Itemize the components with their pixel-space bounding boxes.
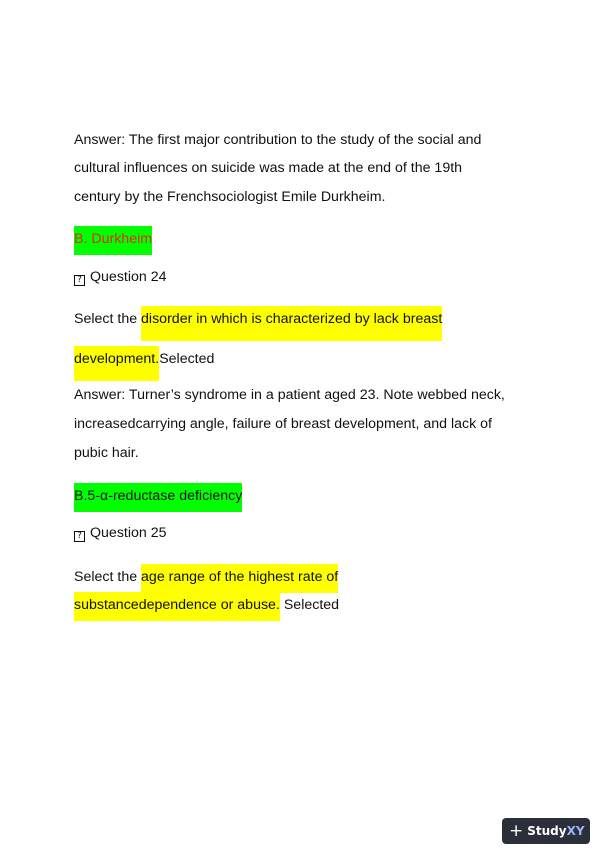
q24-prompt-plain: Select the <box>74 311 142 327</box>
answer-1-line-3: century by the Frenchsociologist Emile Durkheim. <box>74 189 386 205</box>
badge-brand: Study <box>527 824 567 838</box>
studyxy-badge <box>502 818 590 844</box>
badge-brand-accent: XY <box>566 824 585 838</box>
option-1-row <box>74 226 152 255</box>
option-1-text: B. Durkheim <box>74 226 152 255</box>
question-24-header <box>74 267 167 287</box>
question-box-icon: ? <box>74 275 85 286</box>
q24-prompt-highlight-1: disorder in which is characterized by lack breast <box>141 306 442 341</box>
q25-selected-label: Selected <box>283 597 340 613</box>
question-25-prompt-line-1 <box>74 564 338 593</box>
question-box-icon: ? <box>74 531 85 542</box>
question-24-label: Question 24 <box>90 269 167 285</box>
answer-2-line-1: Answer: Turner’s syndrome in a patient aged 23. Note webbed neck, <box>74 387 505 403</box>
answer-1-line-1: Answer: The first major contribution to the study of the social and <box>74 132 482 148</box>
q25-prompt-highlight-2a: substance <box>74 592 139 621</box>
answer-2-line-2: increasedcarrying angle, failure of breast development, and lack of <box>74 416 492 432</box>
option-2-row <box>74 483 242 512</box>
question-24-prompt-line-2 <box>74 346 214 381</box>
question-25-label: Question 25 <box>90 525 167 541</box>
q24-selected-label: Selected <box>159 351 215 367</box>
question-24-prompt-line-1 <box>74 306 442 341</box>
q25-prompt-plain: Select the <box>74 569 142 585</box>
question-25-prompt-line-2 <box>74 592 339 621</box>
answer-1-line-2: cultural influences on suicide was made at the end of the 19th <box>74 160 463 176</box>
q25-prompt-highlight-1: age range of the highest rate of <box>141 564 338 593</box>
q24-prompt-highlight-2: development. <box>74 346 159 381</box>
answer-2-line-3: pubic hair. <box>74 445 139 461</box>
option-2-text: B.5-α-reductase deficiency <box>74 483 242 512</box>
q25-prompt-highlight-2b: dependence or abuse. <box>139 592 280 621</box>
question-25-header <box>74 523 167 543</box>
plus-icon: + <box>509 821 524 841</box>
